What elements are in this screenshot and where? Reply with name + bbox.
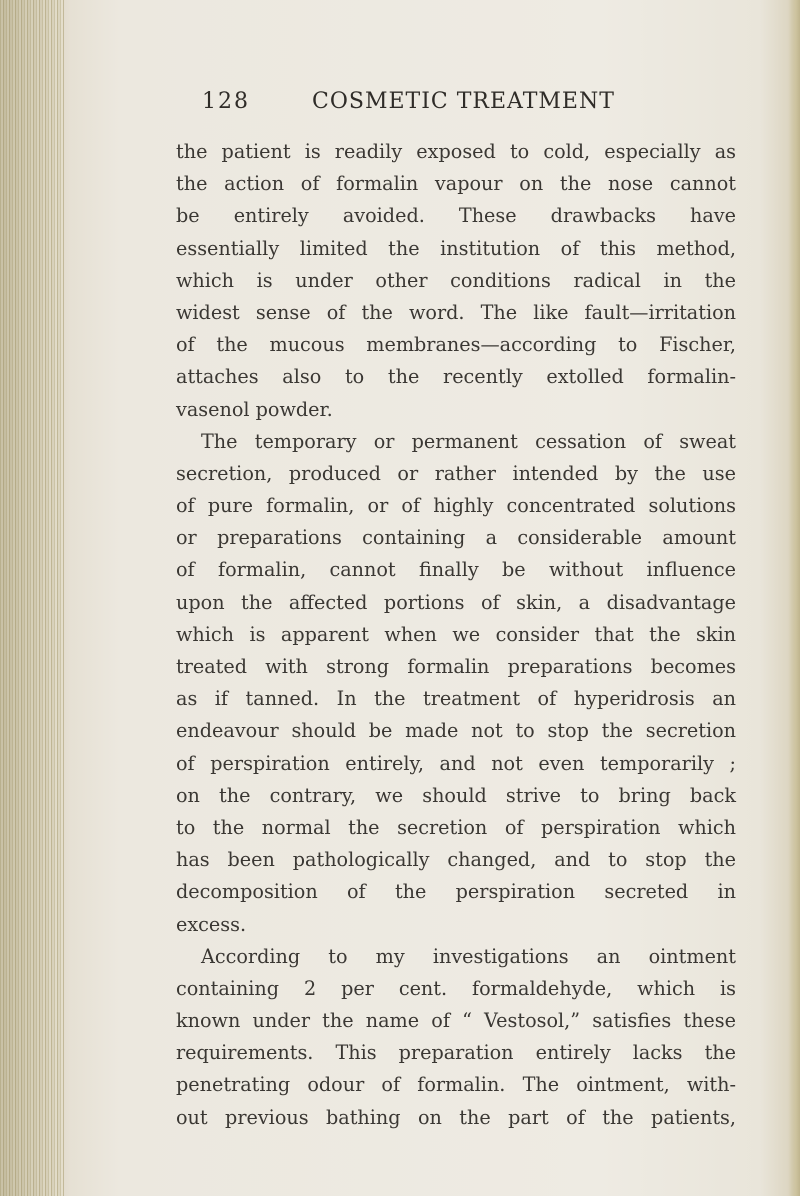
text-line: of formalin, cannot finally be without influence bbox=[176, 558, 736, 582]
paragraph-start-line: According to my investigations an ointment bbox=[201, 944, 736, 968]
text-line: to the normal the secretion of perspiration which bbox=[176, 815, 736, 839]
running-title: COSMETIC TREATMENT bbox=[312, 89, 615, 114]
text-line: which is under other conditions radical in the bbox=[176, 268, 736, 292]
page-right-edge bbox=[788, 0, 800, 1196]
text-line: endeavour should be made not to stop the secretion bbox=[176, 719, 736, 743]
text-line: as if tanned. In the treatment of hyperidrosis an bbox=[176, 687, 736, 711]
text-line: out previous bathing on the part of the patients, bbox=[176, 1105, 736, 1129]
body-text bbox=[176, 136, 736, 1134]
text-line: upon the affected portions of skin, a disadvantage bbox=[176, 590, 736, 614]
text-line: on the contrary, we should strive to bring back bbox=[176, 783, 736, 807]
text-line: containing 2 per cent. formaldehyde, which is bbox=[176, 976, 736, 1000]
text-line: attaches also to the recently extolled formalin- bbox=[176, 365, 736, 389]
text-line: treated with strong formalin preparations becomes bbox=[176, 655, 736, 678]
text-line: secretion, produced or rather intended by the use bbox=[176, 461, 736, 485]
text-line: known under the name of “ Vestosol,” satisfies these bbox=[176, 1009, 736, 1033]
text-line: of pure formalin, or of highly concentrated solutions bbox=[176, 494, 736, 518]
text-line: excess. bbox=[176, 912, 247, 936]
page-header bbox=[202, 89, 632, 123]
text-line: of perspiration entirely, and not even temporarily ; bbox=[176, 751, 736, 775]
text-line: decomposition of the perspiration secreted in bbox=[176, 880, 736, 904]
page-number: 128 bbox=[202, 89, 250, 114]
text-line: the patient is readily exposed to cold, especially as bbox=[176, 140, 736, 163]
gutter-shadow bbox=[0, 0, 70, 1196]
text-line: essentially limited the institution of this method, bbox=[176, 236, 736, 260]
text-line: which is apparent when we consider that the skin bbox=[176, 622, 736, 646]
text-line: requirements. This preparation entirely lacks the bbox=[176, 1041, 736, 1065]
text-line: be entirely avoided. These drawbacks have bbox=[176, 204, 736, 228]
text-line: has been pathologically changed, and to stop the bbox=[176, 848, 736, 872]
text-line: of the mucous membranes—according to Fischer, bbox=[176, 333, 736, 357]
text-line: penetrating odour of formalin. The ointment, with- bbox=[176, 1073, 736, 1097]
text-line: widest sense of the word. The like fault—irritation bbox=[176, 300, 736, 324]
text-line: or preparations containing a considerable amount bbox=[176, 526, 736, 550]
text-line: the action of formalin vapour on the nose cannot bbox=[176, 172, 736, 196]
text-line: vasenol powder. bbox=[176, 397, 333, 421]
paragraph-start-line: The temporary or permanent cessation of sweat bbox=[201, 429, 736, 453]
